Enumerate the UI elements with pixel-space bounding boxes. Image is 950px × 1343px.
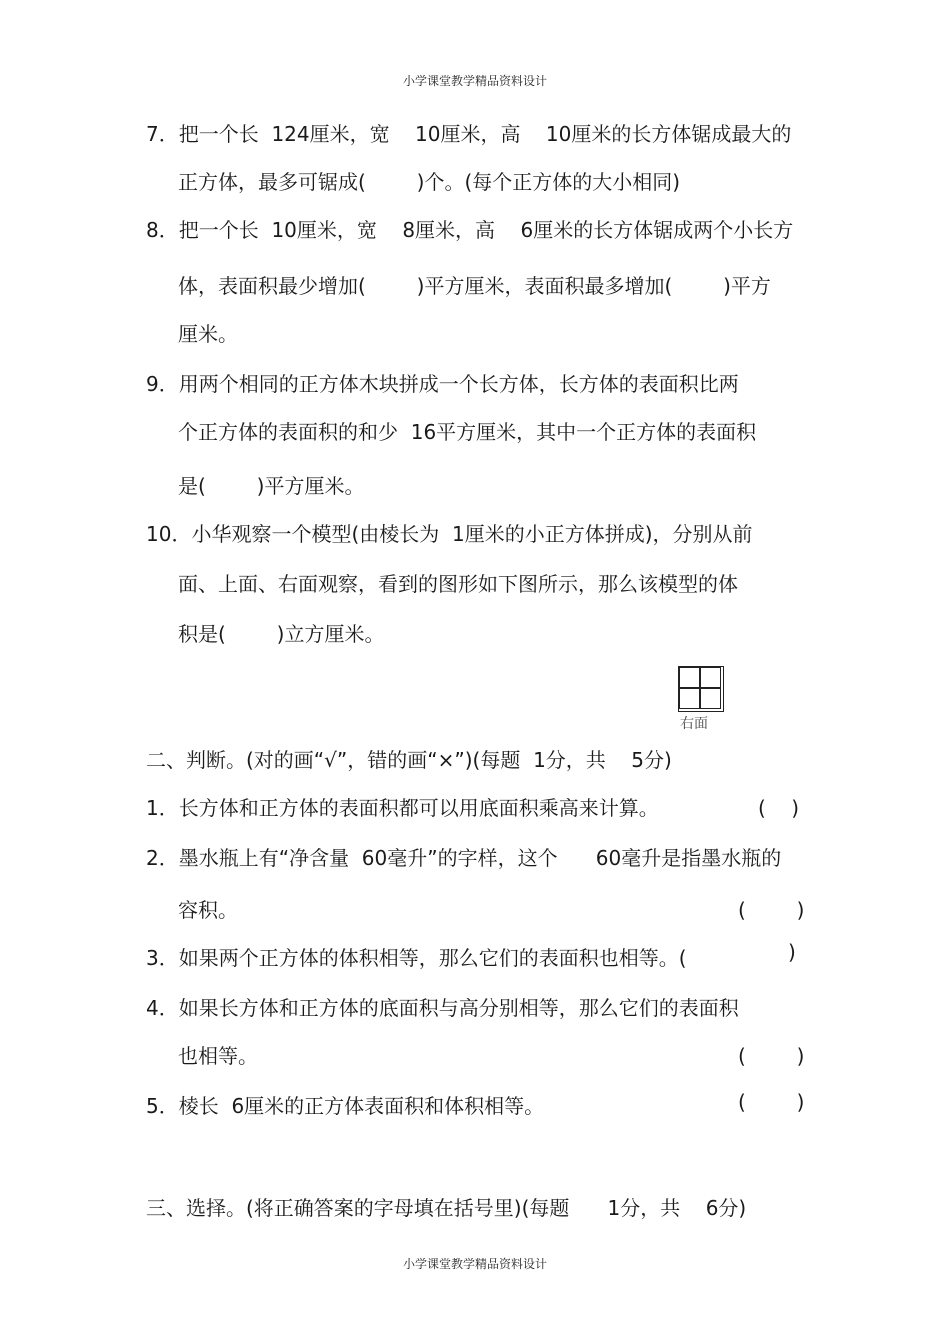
- q7-line-1: 7．把一个长 124厘米，宽 10厘米，高 10厘米的长方体锯成最大的: [146, 122, 792, 146]
- q9-line-1: 9．用两个相同的正方体木块拼成一个长方体，长方体的表面积比两: [146, 372, 739, 396]
- section2-title: 二、判断。(对的画“√”，错的画“×”)(每题 1分，共 5分): [146, 748, 672, 772]
- judge-answer-3[interactable]: ): [788, 940, 796, 964]
- judge-item-4-cont: 也相等。: [178, 1044, 258, 1068]
- judge-item-3: 3．如果两个正方体的体积相等，那么它们的表面积也相等。(: [146, 946, 687, 970]
- q8-line-2: 体，表面积最少增加( )平方厘米，表面积最多增加( )平方: [178, 274, 771, 298]
- q10-line-2: 面、上面、右面观察，看到的图形如下图所示，那么该模型的体: [178, 572, 738, 596]
- q7-line-2: 正方体，最多可锯成( )个。(每个正方体的大小相同): [178, 170, 681, 194]
- judge-item-4: 4．如果长方体和正方体的底面积与高分别相等，那么它们的表面积: [146, 996, 739, 1020]
- figure-label: 右面: [680, 716, 708, 732]
- grid-cell: [679, 688, 700, 709]
- q10-line-3: 积是( )立方厘米。: [178, 622, 385, 646]
- grid-cell: [700, 667, 721, 688]
- q9-line-3: 是( )平方厘米。: [178, 474, 365, 498]
- q10-line-1: 10．小华观察一个模型(由棱长为 1厘米的小正方体拼成)，分别从前: [146, 522, 753, 546]
- judge-item-2: 2．墨水瓶上有“净含量 60毫升”的字样，这个 60毫升是指墨水瓶的: [146, 846, 782, 870]
- right-view-grid: [678, 666, 724, 712]
- page-header: 小学课堂教学精品资料设计: [402, 74, 547, 88]
- q8-line-1: 8．把一个长 10厘米，宽 8厘米，高 6厘米的长方体锯成两个小长方: [146, 218, 794, 242]
- judge-answer-5[interactable]: ( ): [738, 1090, 805, 1114]
- grid-cell: [679, 667, 700, 688]
- q9-line-2: 个正方体的表面积的和少 16平方厘米，其中一个正方体的表面积: [178, 420, 757, 444]
- section3-title: 三、选择。(将正确答案的字母填在括号里)(每题 1分，共 6分): [146, 1196, 747, 1220]
- grid-cell: [700, 688, 721, 709]
- judge-answer-1[interactable]: ( ): [758, 796, 800, 820]
- judge-item-5: 5．棱长 6厘米的正方体表面积和体积相等。: [146, 1094, 545, 1118]
- q8-line-3: 厘米。: [178, 322, 238, 346]
- judge-item-2-cont: 容积。: [178, 898, 238, 922]
- right-view-figure: [678, 666, 724, 732]
- judge-answer-2[interactable]: ( ): [738, 898, 805, 922]
- judge-item-1: 1．长方体和正方体的表面积都可以用底面积乘高来计算。: [146, 796, 659, 820]
- judge-answer-4[interactable]: ( ): [738, 1044, 805, 1068]
- page-footer: 小学课堂教学精品资料设计: [402, 1257, 547, 1271]
